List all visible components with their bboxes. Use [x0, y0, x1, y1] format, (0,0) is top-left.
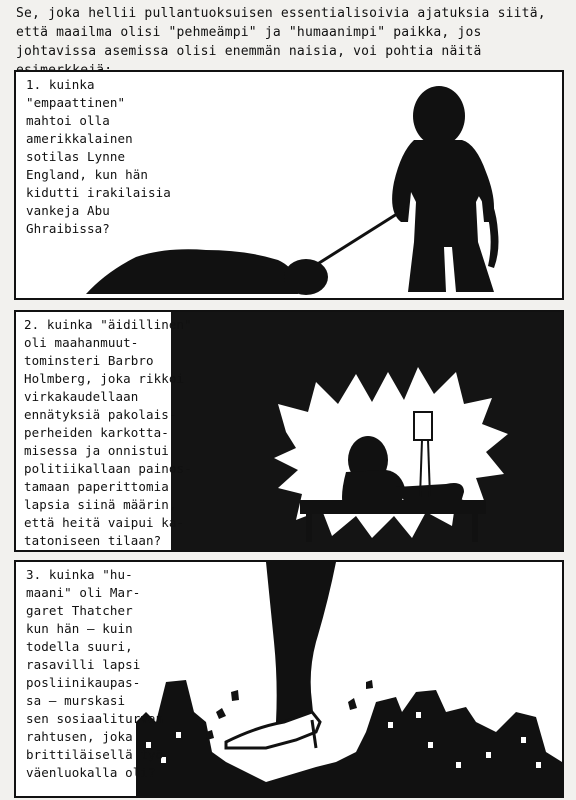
- caption-line: tatoniseen tilaan?: [24, 533, 162, 548]
- caption-line: posliinikaupas-: [26, 675, 141, 690]
- caption-line: sotilas Lynne: [26, 149, 126, 164]
- caption-line: todella suuri,: [26, 639, 133, 654]
- caption-line: kun hän – kuin: [26, 621, 133, 636]
- caption-line: sen sosiaaliturvan: [26, 711, 164, 726]
- caption-line: politiikallaan painos-: [24, 461, 192, 476]
- comic-panel-3: [14, 560, 564, 798]
- caption-line: kidutti irakilaisia: [26, 185, 171, 200]
- caption-line: garet Thatcher: [26, 603, 133, 618]
- caption-line: ennätyksiä pakolais-: [24, 407, 177, 422]
- caption-line: mahtoi olla: [26, 113, 110, 128]
- caption-line: oli maahanmuut-: [24, 335, 139, 350]
- caption-line: sa – murskasi: [26, 693, 126, 708]
- caption-line: Ghraibissa?: [26, 221, 110, 236]
- caption-line: maani" oli Mar-: [26, 585, 141, 600]
- caption-line: vankeja Abu: [26, 203, 110, 218]
- comic-panel-1: [14, 70, 564, 300]
- panel-2-caption: [24, 316, 192, 550]
- caption-line: rasavilli lapsi: [26, 657, 141, 672]
- caption-line: "empaattinen": [26, 95, 126, 110]
- caption-line: amerikkalainen: [26, 131, 133, 146]
- comic-panel-2: [14, 310, 564, 552]
- caption-line: 3. kuinka "hu-: [26, 567, 133, 582]
- caption-line: 2. kuinka "äidillinen": [24, 317, 192, 332]
- caption-line: 1. kuinka: [26, 77, 95, 92]
- panel-1-caption: [26, 76, 171, 238]
- intro-text: Se, joka hellii pullantuoksuisen essentialisoivia ajatuksia siitä, että maailma olisi "pehmeämpi" ja "humaanimpi" paikka, jos johtavissa asemissa olisi enemmän naisia, voi pohtia näitä: [16, 6, 546, 59]
- caption-line: väenluokalla oli?: [26, 765, 156, 780]
- caption-line: England, kun hän: [26, 167, 149, 182]
- caption-line: rahtusen, joka: [26, 729, 133, 744]
- caption-line: virkakaudellaan: [24, 389, 139, 404]
- caption-line: että heitä vaipui ka-: [24, 515, 185, 530]
- caption-line: lapsia siinä määrin,: [24, 497, 177, 512]
- caption-line: tominsteri Barbro: [24, 353, 154, 368]
- panel-3-caption: [26, 566, 171, 782]
- caption-line: misessa ja onnistui: [24, 443, 169, 458]
- caption-line: perheiden karkotta-: [24, 425, 169, 440]
- caption-line: Holmberg, joka rikkoi: [24, 371, 185, 386]
- caption-line: tamaan paperittomia: [24, 479, 169, 494]
- caption-line: brittiläisellä työ-: [26, 747, 171, 762]
